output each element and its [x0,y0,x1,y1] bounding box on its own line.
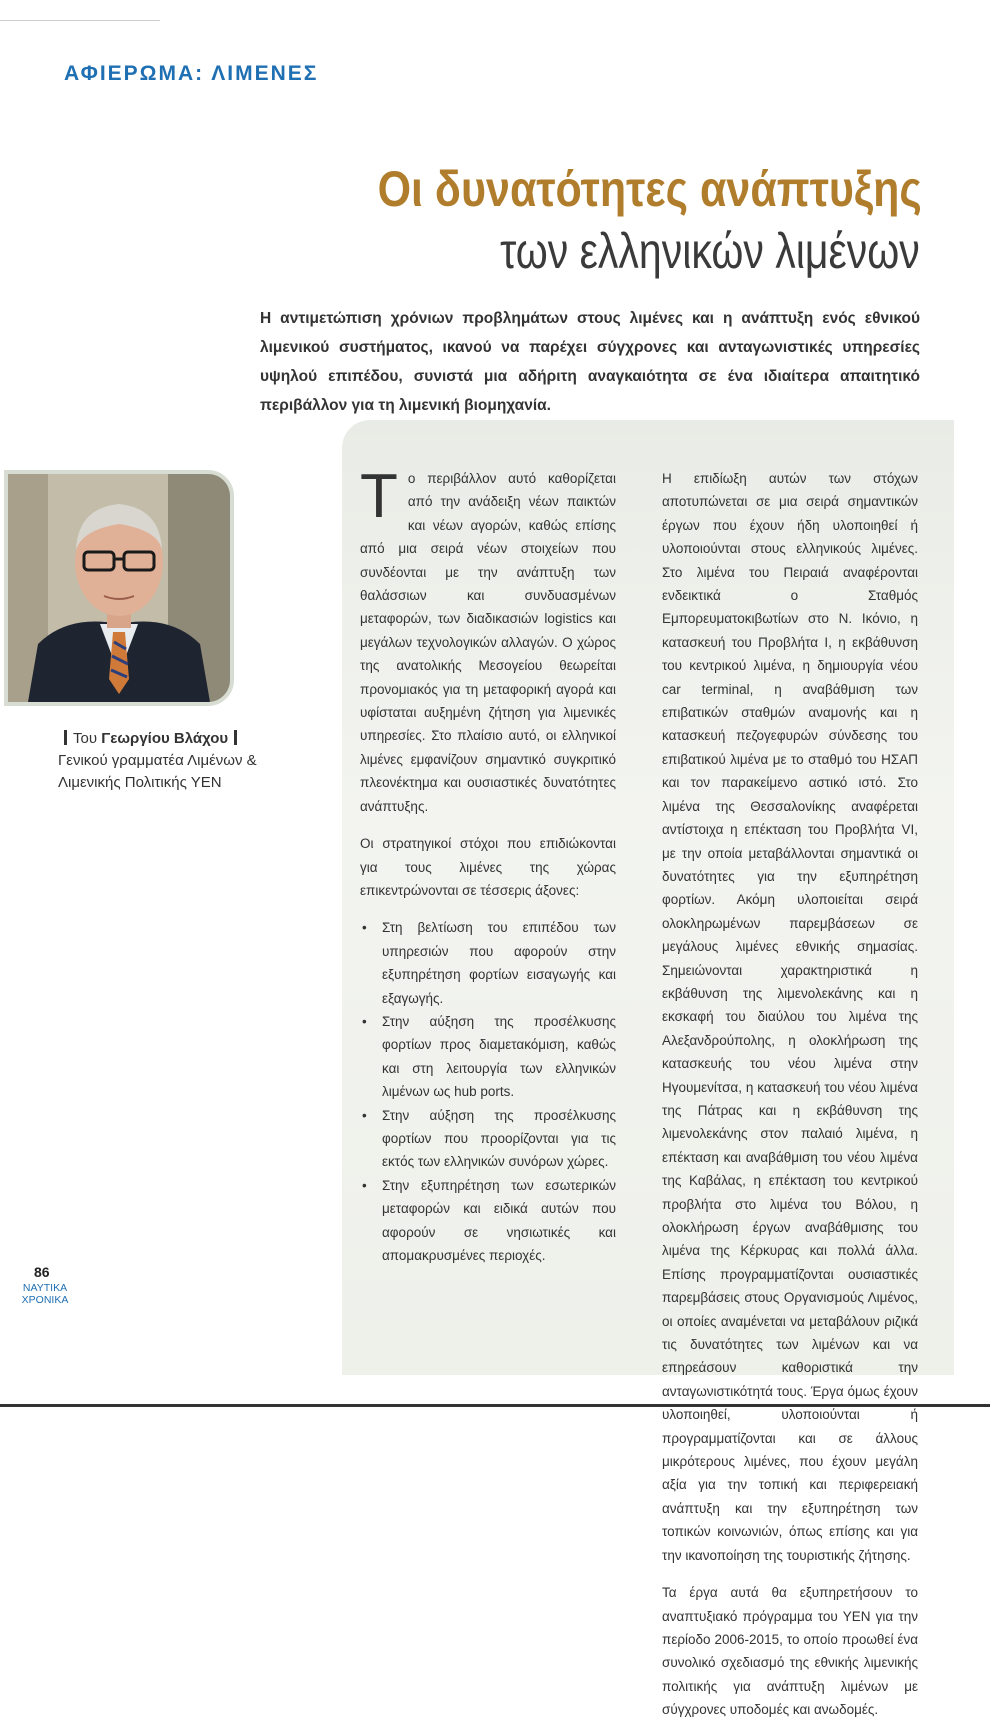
article-subtitle: των ελληνικών λιμένων [500,223,920,279]
article-column-1 [360,462,616,1281]
goals-list [360,916,616,1267]
list-item: • Στη βελτίωση του επιπέδου των υπηρεσιών που αφορούν στην εξυπηρέτηση φορτίων εισαγωγής και εξαγωγής. [360,916,616,1010]
page-number: 86 [34,1264,50,1280]
article-title: Οι δυνατότητες ανάπτυξης [377,161,922,217]
paragraph-intro [360,462,616,818]
list-item: • Στην εξυπηρέτηση των εσωτερικών μεταφορών και ειδικά αυτών που αφορούν σε νησιωτικές και απομακρυσμένες περιοχές. [360,1174,616,1268]
author-name: Γεωργίου Βλάχου [101,730,229,747]
bottom-rule [0,1404,990,1407]
lead-paragraph: Η αντιμετώπιση χρόνιων προβλημάτων στους λιμένες και η ανάπτυξη ενός εθνικού λιμενικού συστήματος, ικανού να παρέχει σύγχρονες και ανταγωνιστικές υπηρεσίες υψηλού επιπέδου, συνιστά μια αδήριτη αναγκαιότητα σε ένα ιδιαίτερα απαιτητικό περιβάλλον για τη λιμενική βιομηχανία. [260,310,920,414]
magazine-name [20,1282,70,1306]
author-prefix: Του [73,730,98,747]
paragraph-projects: Η επιδίωξη αυτών των στόχων αποτυπώνεται σε μια σειρά σημαντικών έργων που έχουν ήδη υλοποιηθεί ή υλοποιούνται στους ελληνικούς λιμένες. Στο λιμένα του Πειραιά αναφέρονται ενδεικτικά ο Σταθμός Εμπορευματοκιβωτίων στο Ν. Ικόνιο, η κατασκευή του Προβλήτα Ι, η εκβάθυνση του κεντρικού λιμένα, η δημιουργία νέου car terminal, η αναβάθμιση των επιβατικών σταθμών αναμονής και η κατασκευή πεζογεφυρών σύνδεσης του επιβατικού λιμένα με το σταθμό του ΗΣΑΠ και τον παρακείμενο αστικό ιστό. Στο λιμένα της Θεσσαλονίκης αναφέρεται αντίστοιχα η επέκταση του Προβλήτα VI, με την οποία μεταβάλλονται σημαντικά οι δυνατότητες για την εξυπηρέτηση φορτίων. Ακόμη υλοποιείται σειρά ολοκληρωμένων παρεμβάσεων σε μεγάλους λιμένες εθνικής σημασίας. Σημειώνονται χαρακτηριστικά η εκβάθυνση της λιμενολεκάνης και η εκσκαφή του διαύλου του λιμένα της Αλεξανδρούπολης, η ολοκλήρωση της κατασκευής του νέου λιμένα στην Ηγουμενίτσα, η κατασκευή του νέου λιμένα της Πάτρας και η εκβάθυνση της λιμενολεκάνης στον παλαιό λιμένα, η επέκταση και αναβάθμιση του νέου λιμένα της Καβάλας, η επέκταση του κεντρικού προβλήτα στο λιμένα του Βόλου, η ολοκλήρωση έργων αναβάθμισης του λιμένα της Κέρκυρας και πολλά άλλα. Επίσης προγραμματίζονται ουσιαστικές παρεμβάσεις στους Οργανισμούς Λιμένος, οι οποίες αναμένεται να μεταβάλουν ριζικά τις δυνατότητες των λιμένων και να επηρεάσουν καθοριστικά την ανταγωνιστικότητά τους. Έργα όμως έχουν υλοποιηθεί, υλοποιούνται ή προγραμματίζονται και σε άλλους μικρότερους λιμένες, που έχουν μεγάλη αξία για την τοπική και περιφερειακή ανάπτυξη και την εξυπηρέτηση των τοπικών κοινωνιών, όπως επίσης και για την ικανοποίηση της τουριστικής ζήτησης. [662,471,918,1563]
paragraph-goals: Οι στρατηγικοί στόχοι που επιδιώκονται για τους λιμένες της χώρας επικεντρώνονται σε τέσσερις άξονες: [360,836,616,898]
list-item: • Στην αύξηση της προσέλκυσης φορτίων που προορίζονται για τις εκτός των ελληνικών συνόρων χώρες. [360,1104,616,1174]
magazine-name-line1: ΝΑΥΤΙΚΑ [22,1282,68,1294]
magazine-name-line2: ΧΡΟΝΙΚΑ [21,1294,69,1306]
paragraph-program: Τα έργα αυτά θα εξυπηρετήσουν το αναπτυξιακό πρόγραμμα του ΥΕΝ για την περίοδο 2006-2015, το οποίο προωθεί ένα συνολικό σχεδιασμό της εθνικής λιμενικής πολιτικής για ανάπτυξη λιμένων με σύγχρονες υποδομές και ανωδομές. [662,1585,918,1718]
drop-cap: Τ [360,462,398,531]
author-portrait-illustration [8,474,230,702]
top-divider [0,20,160,21]
author-role: Γενικού γραμματέα Λιμένων & Λιμενικής Πολιτικής ΥΕΝ [58,752,257,791]
list-item: • Στην αύξηση της προσέλκυσης φορτίων προς διαμετακόμιση, καθώς και στη λειτουργία των ελληνικών λιμένων ως hub ports. [360,1010,616,1104]
byline-bar-left [64,730,67,745]
author-photo [4,470,234,706]
section-label: ΑΦΙΕΡΩΜΑ: ΛΙΜΕΝΕΣ [64,62,319,85]
paragraph-intro-text: ο περιβάλλον αυτό καθορίζεται από την ανάδειξη νέων παικτών και νέων αγορών, καθώς επίσης από μια σειρά νέων στοιχείων που συνδέονται με την ανάπτυξη των θαλάσσιων και συνδυασμένων μεταφορών, των διαδικασιών logistics και μεγάλων τεχνολογικών αλλαγών. Ο χώρος της ανατολικής Μεσογείου θεωρείται προνομιακός για τη μεταφορική αγορά και υφίσταται αυξημένη ζήτηση για λιμενικές υπηρεσίες. Στο πλαίσιο αυτό, οι ελληνικοί λιμένες εμφανίζουν σημαντικό συγκριτικό πλεονέκτημα και ουσιαστικές δυνατότητες ανάπτυξης. [360,471,616,814]
article-column-2 [662,467,918,1736]
author-byline [58,728,258,794]
byline-bar-right [234,730,237,745]
